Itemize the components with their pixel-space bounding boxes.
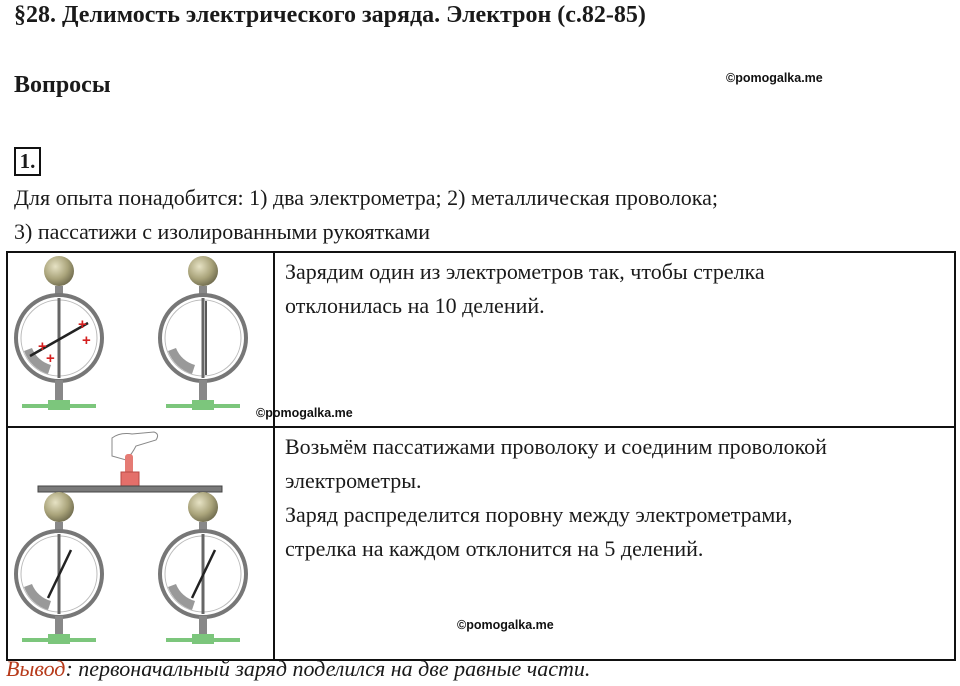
sphere-left (44, 256, 74, 286)
connecting-wire (38, 486, 222, 492)
intro-line-1: Для опыта понадобится: 1) два электрометра; 2) металлическая проволока; (14, 185, 719, 210)
electrometer-uncharged (160, 256, 246, 410)
step-row-1 (7, 252, 955, 427)
question-number: 1. (14, 147, 41, 176)
conclusion (6, 656, 590, 682)
step-2-line-4: стрелка на каждом отклонится на 5 делений. (285, 536, 704, 561)
electrometers-charged-figure (8, 253, 353, 421)
charge-plus: + (46, 350, 55, 367)
step-1-line-1: Зарядим один из электрометров так, чтобы стрелка (285, 259, 765, 284)
sphere-right (188, 256, 218, 286)
step-2-figure-cell (7, 427, 274, 660)
step-1-text (274, 252, 955, 427)
electrometer-left (16, 492, 102, 644)
intro-line-2: 3) пассатижи с изолированными рукоятками (14, 219, 431, 244)
question-intro (14, 181, 944, 249)
hand-icon (112, 432, 158, 460)
charge-plus: + (78, 316, 87, 333)
electrometer-right (160, 492, 246, 644)
section-heading: Вопросы (14, 72, 111, 98)
page-title: §28. Делимость электрического заряда. Электрон (с.82-85) (14, 2, 646, 28)
electrometers-connected-figure (8, 428, 273, 654)
step-2-line-3: Заряд распределится поровну между электрометрами, (285, 502, 793, 527)
electrometer-charged (16, 256, 102, 410)
sphere-right (188, 492, 218, 522)
sphere-left (44, 492, 74, 522)
step-2-line-2: электрометры. (285, 468, 422, 493)
step-2-line-1: Возьмём пассатижами проволоку и соединим проволокой (285, 434, 827, 459)
step-2-text (274, 427, 955, 660)
step-1-figure-cell (7, 252, 353, 427)
charge-plus: + (82, 332, 91, 349)
conclusion-text: : первоначальный заряд поделился на две равные части. (65, 656, 591, 681)
steps-table (6, 251, 956, 661)
step-1-line-2: отклонилась на 10 делений. (285, 293, 545, 318)
pliers-handle (125, 454, 133, 474)
charge-plus: + (38, 338, 47, 355)
watermark: ©pomogalka.me (457, 618, 554, 632)
step-row-2 (7, 427, 955, 660)
watermark: ©pomogalka.me (726, 71, 823, 85)
conclusion-label: Вывод (6, 656, 66, 681)
watermark: ©pomogalka.me (256, 406, 353, 420)
